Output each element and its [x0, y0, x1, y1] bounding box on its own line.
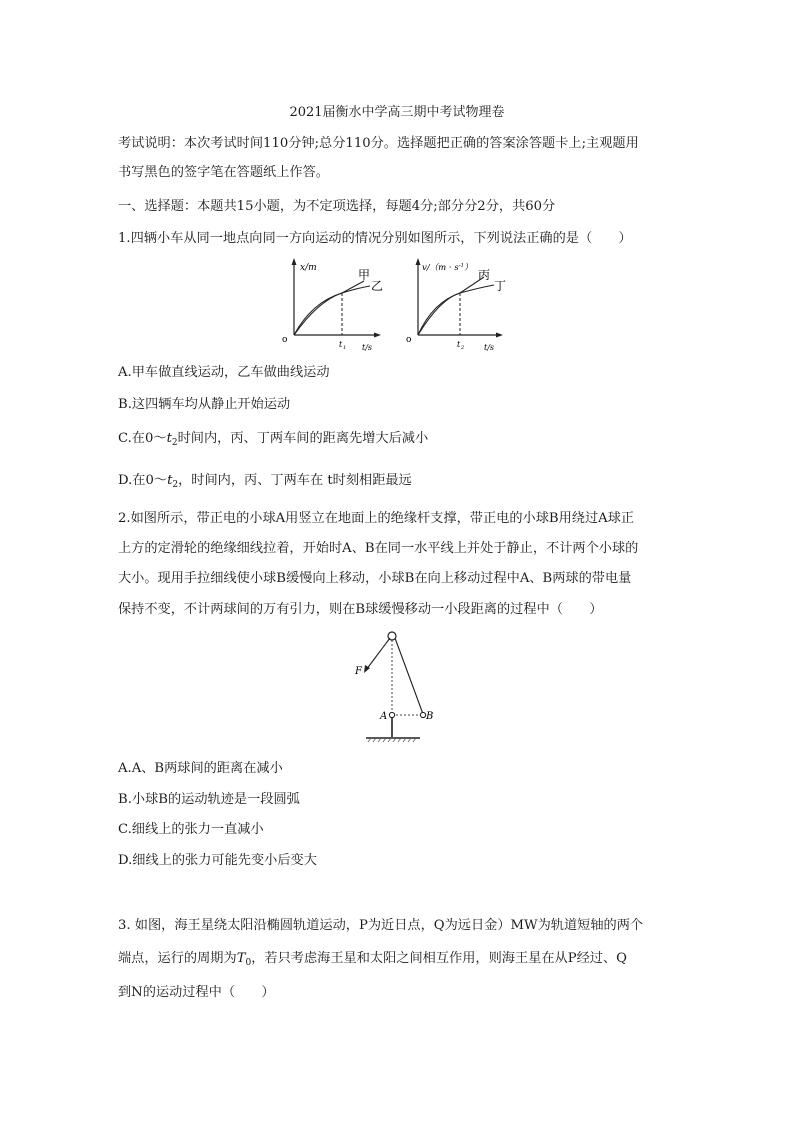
xt-x-label: t/s: [362, 343, 373, 352]
q3-stem-line-3: 到N的运动过程中（ ）: [118, 985, 275, 1000]
q1-option-a: A.甲车做直线运动，乙车做曲线运动: [118, 365, 330, 380]
q2-stem-line-1: 2.如图所示，带正电的小球A用竖立在地面上的绝缘杆支撑，带正电的小球B用绕过A球正: [118, 511, 635, 526]
exam-title: 2021届衡水中学高三期中考试物理卷: [289, 105, 505, 120]
vt-y-label: $v/(m \cdot s^{-1})$: [422, 263, 473, 273]
xt-tick-t: t: [339, 340, 343, 349]
ball-b: [420, 712, 425, 717]
q1-option-d: D.在$0\sim t_2$，时间内，丙、丁两车在 t时刻相距最远: [118, 473, 412, 490]
q3-stem-line-2: 端点，运行的周期为$T_0$，若只考虑海王星和太阳之间相互作用，则海王星在从P经过、Q: [118, 951, 627, 968]
pull-string: [366, 638, 390, 670]
label-a: A: [380, 711, 388, 722]
q2-stem-line-4: 保持不变，不计两球间的万有引力，则在B球缓慢移动一小段距离的过程中（ ）: [118, 602, 603, 617]
q1-vt-graph: [402, 255, 517, 355]
q2-option-b: B.小球B的运动轨迹是一段圆弧: [118, 792, 300, 807]
instructions-line-2: 书写黑色的签字笔在答题纸上作答。: [118, 165, 329, 180]
vt-curve-ding: [418, 285, 494, 335]
xt-y-label: x/m: [300, 263, 317, 273]
vt-line-bing: [418, 277, 484, 335]
vt-y-arrow: [416, 258, 421, 265]
q2-pulley-figure: [350, 626, 450, 748]
q1-xt-graph: [278, 255, 398, 355]
xt-curve-yi: [294, 286, 370, 335]
vt-label-bing: 丙: [478, 268, 491, 282]
xt-label-yi: 乙: [371, 279, 384, 293]
xt-label-jia: 甲: [358, 268, 371, 282]
label-f: F: [355, 666, 362, 677]
xt-origin: o: [282, 335, 288, 345]
q3-stem-line-1: 3. 如图，海王星绕太阳沿椭圆轨道运动，P为近日点，Q为远日金）MW为轨道短轴的两个: [118, 918, 644, 933]
label-b: B: [426, 711, 434, 722]
vt-origin: o: [406, 335, 412, 345]
instructions-line-1: 考试说明：本次考试时间110分钟;总分110分。选择题把正确的答案涂答题卡上;主观题用: [118, 136, 639, 151]
vt-x-arrow: [496, 333, 503, 338]
vt-label-ding: 丁: [494, 279, 507, 293]
xt-y-arrow: [292, 258, 297, 265]
vt-tick-t: t: [457, 340, 461, 349]
xt-x-arrow: [374, 333, 381, 338]
xt-tick-sub: 1: [343, 345, 347, 351]
section-heading: 一、选择题：本题共15小题，为不定项选择，每题4分;部分分2分，共60分: [118, 199, 556, 214]
q2-stem-line-2: 上方的定滑轮的绝缘细线拉着，开始时A、B在同一水平线上并处于静止，不计两个小球的: [118, 541, 639, 556]
q2-option-d: D.细线上的张力可能先变小后变大: [118, 853, 317, 868]
q1-option-c: C.在$0\sim t_2$时间内，丙、丁两车间的距离先增大后减小: [118, 431, 429, 448]
vt-tick-sub: 2: [461, 345, 465, 351]
string-to-b: [395, 638, 423, 714]
q1-option-b: B.这四辆车均从静止开始运动: [118, 397, 291, 412]
question-1-stem: 1.四辆小车从同一地点向同一方向运动的情况分别如图所示，下列说法正确的是（ ）: [118, 231, 632, 246]
ball-a: [389, 712, 394, 717]
q2-option-a: A.A、B两球间的距离在减小: [118, 761, 283, 776]
q2-option-c: C.细线上的张力一直减小: [118, 822, 264, 837]
vt-x-label: t/s: [484, 343, 495, 352]
q2-stem-line-3: 大小。现用手拉细线使小球B缓慢向上移动，小球B在向上移动过程中A、B两球的带电量: [118, 571, 632, 586]
